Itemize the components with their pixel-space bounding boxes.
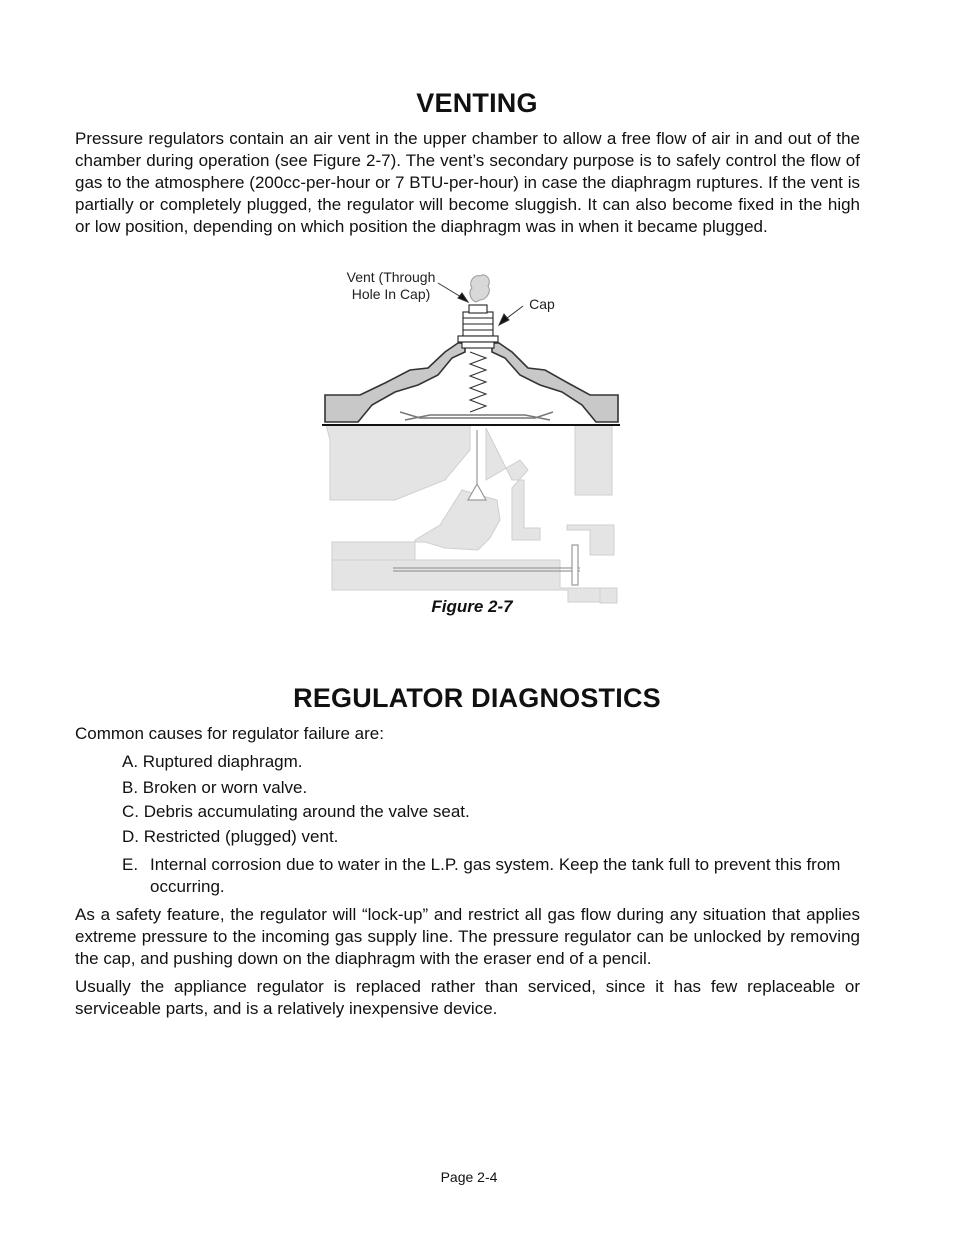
list-text: Ruptured diaphragm. <box>142 752 303 771</box>
list-text: Broken or worn valve. <box>142 778 308 797</box>
list-marker: D. <box>122 827 139 846</box>
vent-label-line2: Hole In Cap) <box>351 286 431 302</box>
list-marker: B. <box>122 778 139 797</box>
list-text: Internal corrosion due to water in the L.P. gas system. Keep the tank full to prevent this from occurring. <box>150 855 841 896</box>
venting-heading: VENTING <box>416 88 538 118</box>
lockup-paragraph: As a safety feature, the regulator will “lock-up” and restrict all gas flow during any situation that applies extreme pressure to the incoming gas supply line. The pressure regulator can be unlocked by removing the cap, and pushing down on the diaphragm with the eraser end of a pencil. <box>75 905 860 968</box>
list-item <box>122 826 862 848</box>
list-item <box>122 777 862 799</box>
cap-label: Cap <box>529 296 555 312</box>
vent-label-line1: Vent (Through <box>346 269 436 285</box>
list-marker: C. <box>122 802 139 821</box>
spring <box>470 352 486 412</box>
list-item <box>122 801 862 823</box>
diaphragm-plate <box>400 412 553 420</box>
diagnostics-heading: REGULATOR DIAGNOSTICS <box>293 683 661 713</box>
regulator-cap <box>458 305 498 348</box>
replacement-paragraph: Usually the appliance regulator is replaced rather than serviced, since it has few replaceable or serviceable parts, and is a relatively inexpensive device. <box>75 977 860 1018</box>
page-number: Page 2-4 <box>440 1169 498 1185</box>
list-marker: A. <box>122 752 139 771</box>
list-text: Restricted (plugged) vent. <box>143 827 339 846</box>
list-item <box>122 751 862 773</box>
list-text: Debris accumulating around the valve seat. <box>143 802 470 821</box>
venting-paragraph: Pressure regulators contain an air vent in the upper chamber to allow a free flow of air in and out of the chamber during operation (see Figure 2-7). The vent’s secondary purpose is to safely control the flow of gas to the atmosphere (200cc-per-hour or 7 BTU-per-hour) in case the diaphragm ruptures. If the vent is partially or completely plugged, the regulator will become sluggish. It can also become fixed in the high or low position, depending on which position the diaphragm was in when it became plugged. <box>75 129 860 236</box>
diagnostics-intro: Common causes for regulator failure are: <box>75 724 384 743</box>
upper-housing <box>322 343 620 425</box>
figure-caption: Figure 2-7 <box>431 597 513 616</box>
list-item <box>122 854 862 898</box>
list-marker: E. <box>122 855 139 874</box>
vent-puff-icon <box>470 275 489 302</box>
